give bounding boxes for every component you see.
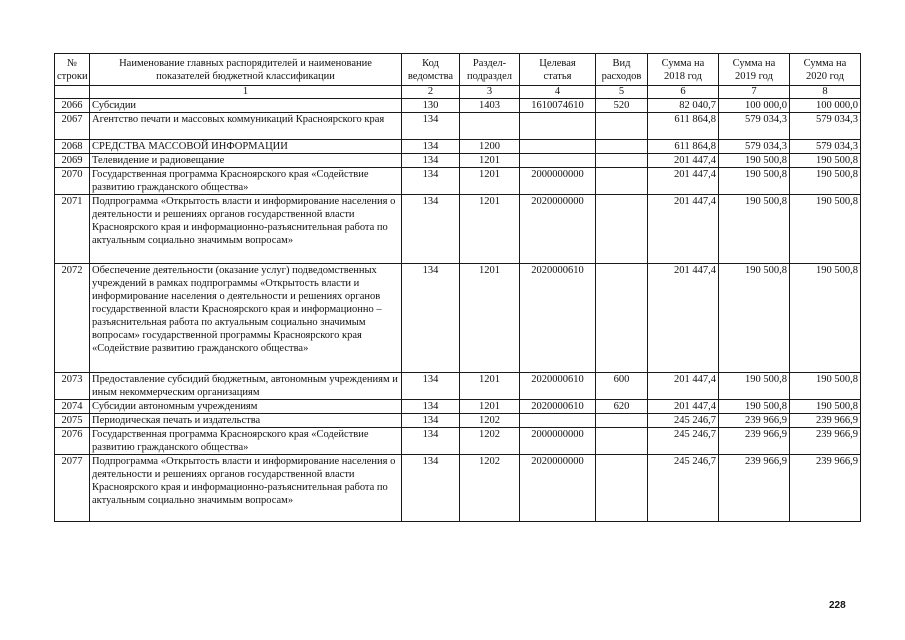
section-code: 1202 bbox=[460, 455, 520, 522]
sum-2019: 100 000,0 bbox=[719, 99, 790, 113]
row-name: Подпрограмма «Открытость власти и информирование населения о деятельности и решениях органов государственной власти Красноярского края и информационно-разъяснительная работа по актуальным социально значимым вопросам» bbox=[90, 455, 402, 522]
table-row bbox=[55, 195, 861, 264]
row-name: Агентство печати и массовых коммуникаций Красноярского края bbox=[90, 113, 402, 140]
section-code: 1201 bbox=[460, 373, 520, 400]
colnum-0 bbox=[55, 86, 90, 99]
row-name: Субсидии bbox=[90, 99, 402, 113]
sum-2019: 239 966,9 bbox=[719, 428, 790, 455]
target-item: 2020000000 bbox=[520, 195, 596, 264]
department-code: 134 bbox=[402, 400, 460, 414]
department-code: 134 bbox=[402, 455, 460, 522]
header-sum-2020: Сумма на 2020 год bbox=[790, 54, 861, 86]
colnum-5: 5 bbox=[596, 86, 648, 99]
row-number: 2074 bbox=[55, 400, 90, 414]
header-row-number: № строки bbox=[55, 54, 90, 86]
row-number: 2077 bbox=[55, 455, 90, 522]
expense-type: 520 bbox=[596, 99, 648, 113]
sum-2018: 611 864,8 bbox=[648, 140, 719, 154]
table-row bbox=[55, 373, 861, 400]
section-code: 1201 bbox=[460, 400, 520, 414]
department-code: 134 bbox=[402, 373, 460, 400]
row-number: 2067 bbox=[55, 113, 90, 140]
colnum-1: 1 bbox=[90, 86, 402, 99]
colnum-2: 2 bbox=[402, 86, 460, 99]
sum-2019: 190 500,8 bbox=[719, 154, 790, 168]
table-row bbox=[55, 154, 861, 168]
expense-type bbox=[596, 113, 648, 140]
header-sum-2019: Сумма на 2019 год bbox=[719, 54, 790, 86]
colnum-7: 7 bbox=[719, 86, 790, 99]
table-body bbox=[55, 99, 861, 522]
row-number: 2076 bbox=[55, 428, 90, 455]
sum-2020: 190 500,8 bbox=[790, 168, 861, 195]
page-number: 228 bbox=[829, 600, 846, 611]
expense-type bbox=[596, 428, 648, 455]
sum-2019: 579 034,3 bbox=[719, 140, 790, 154]
sum-2018: 201 447,4 bbox=[648, 168, 719, 195]
target-item: 1610074610 bbox=[520, 99, 596, 113]
department-code: 134 bbox=[402, 264, 460, 373]
expense-type bbox=[596, 195, 648, 264]
sum-2018: 245 246,7 bbox=[648, 455, 719, 522]
sum-2020: 579 034,3 bbox=[790, 140, 861, 154]
sum-2020: 190 500,8 bbox=[790, 373, 861, 400]
sum-2019: 190 500,8 bbox=[719, 400, 790, 414]
row-name: СРЕДСТВА МАССОВОЙ ИНФОРМАЦИИ bbox=[90, 140, 402, 154]
department-code: 130 bbox=[402, 99, 460, 113]
header-name: Наименование главных распорядителей и наименование показателей бюджетной классификации bbox=[90, 54, 402, 86]
target-item bbox=[520, 140, 596, 154]
table-row bbox=[55, 113, 861, 140]
sum-2019: 190 500,8 bbox=[719, 373, 790, 400]
department-code: 134 bbox=[402, 154, 460, 168]
sum-2020: 190 500,8 bbox=[790, 400, 861, 414]
table-row bbox=[55, 455, 861, 522]
row-name: Субсидии автономным учреждениям bbox=[90, 400, 402, 414]
target-item bbox=[520, 414, 596, 428]
department-code: 134 bbox=[402, 140, 460, 154]
table-header-row bbox=[55, 54, 861, 86]
header-expense-type: Вид расходов bbox=[596, 54, 648, 86]
table-row bbox=[55, 99, 861, 113]
row-name: Подпрограмма «Открытость власти и информирование населения о деятельности и решениях органов государственной власти Красноярского края и информационно-разъяснительная работа по актуальным социально значимым вопросам» bbox=[90, 195, 402, 264]
sum-2019: 190 500,8 bbox=[719, 264, 790, 373]
target-item: 2000000000 bbox=[520, 428, 596, 455]
expense-type bbox=[596, 414, 648, 428]
row-name: Государственная программа Красноярского края «Содействие развитию гражданского общества» bbox=[90, 168, 402, 195]
table-row bbox=[55, 414, 861, 428]
table-row bbox=[55, 264, 861, 373]
row-number: 2073 bbox=[55, 373, 90, 400]
section-code: 1201 bbox=[460, 154, 520, 168]
sum-2019: 190 500,8 bbox=[719, 168, 790, 195]
department-code: 134 bbox=[402, 113, 460, 140]
expense-type bbox=[596, 140, 648, 154]
sum-2018: 245 246,7 bbox=[648, 428, 719, 455]
row-number: 2075 bbox=[55, 414, 90, 428]
section-code: 1202 bbox=[460, 428, 520, 455]
sum-2018: 201 447,4 bbox=[648, 195, 719, 264]
row-number: 2071 bbox=[55, 195, 90, 264]
expense-type bbox=[596, 455, 648, 522]
header-sum-2018: Сумма на 2018 год bbox=[648, 54, 719, 86]
section-code: 1403 bbox=[460, 99, 520, 113]
sum-2018: 201 447,4 bbox=[648, 373, 719, 400]
expense-type: 620 bbox=[596, 400, 648, 414]
sum-2019: 190 500,8 bbox=[719, 195, 790, 264]
row-name: Телевидение и радиовещание bbox=[90, 154, 402, 168]
sum-2020: 239 966,9 bbox=[790, 414, 861, 428]
sum-2020: 190 500,8 bbox=[790, 195, 861, 264]
expense-type bbox=[596, 264, 648, 373]
sum-2019: 579 034,3 bbox=[719, 113, 790, 140]
department-code: 134 bbox=[402, 195, 460, 264]
sum-2020: 239 966,9 bbox=[790, 428, 861, 455]
row-number: 2068 bbox=[55, 140, 90, 154]
row-name: Государственная программа Красноярского края «Содействие развитию гражданского общества» bbox=[90, 428, 402, 455]
row-number: 2070 bbox=[55, 168, 90, 195]
sum-2020: 239 966,9 bbox=[790, 455, 861, 522]
column-number-row bbox=[55, 86, 861, 99]
row-name: Предоставление субсидий бюджетным, автономным учреждениям и иным некоммерческим организациям bbox=[90, 373, 402, 400]
budget-table bbox=[54, 53, 861, 522]
row-name: Обеспечение деятельности (оказание услуг) подведомственных учреждений в рамках подпрограммы «Открытость власти и информирование населения о деятельности и решениях органов государственной власти Красноярского края и информационно – разъяснительная работа по актуальным социально значимым вопросам» государственной программы Красноярского края «Содействие развитию гражданского общества» bbox=[90, 264, 402, 373]
expense-type bbox=[596, 154, 648, 168]
sum-2019: 239 966,9 bbox=[719, 414, 790, 428]
section-code: 1201 bbox=[460, 168, 520, 195]
target-item: 2020000000 bbox=[520, 455, 596, 522]
table-row bbox=[55, 428, 861, 455]
sum-2018: 245 246,7 bbox=[648, 414, 719, 428]
table-row bbox=[55, 168, 861, 195]
header-target-item: Целевая статья bbox=[520, 54, 596, 86]
sum-2018: 82 040,7 bbox=[648, 99, 719, 113]
target-item bbox=[520, 154, 596, 168]
row-number: 2066 bbox=[55, 99, 90, 113]
target-item: 2020000610 bbox=[520, 400, 596, 414]
sum-2018: 201 447,4 bbox=[648, 400, 719, 414]
sum-2018: 611 864,8 bbox=[648, 113, 719, 140]
section-code: 1201 bbox=[460, 195, 520, 264]
sum-2018: 201 447,4 bbox=[648, 264, 719, 373]
table-row bbox=[55, 400, 861, 414]
section-code bbox=[460, 113, 520, 140]
sum-2020: 190 500,8 bbox=[790, 154, 861, 168]
department-code: 134 bbox=[402, 428, 460, 455]
sum-2020: 579 034,3 bbox=[790, 113, 861, 140]
row-number: 2072 bbox=[55, 264, 90, 373]
section-code: 1200 bbox=[460, 140, 520, 154]
colnum-8: 8 bbox=[790, 86, 861, 99]
target-item: 2000000000 bbox=[520, 168, 596, 195]
expense-type: 600 bbox=[596, 373, 648, 400]
target-item: 2020000610 bbox=[520, 373, 596, 400]
section-code: 1202 bbox=[460, 414, 520, 428]
colnum-6: 6 bbox=[648, 86, 719, 99]
section-code: 1201 bbox=[460, 264, 520, 373]
colnum-3: 3 bbox=[460, 86, 520, 99]
sum-2018: 201 447,4 bbox=[648, 154, 719, 168]
sum-2019: 239 966,9 bbox=[719, 455, 790, 522]
target-item bbox=[520, 113, 596, 140]
expense-type bbox=[596, 168, 648, 195]
table-row bbox=[55, 140, 861, 154]
sum-2020: 100 000,0 bbox=[790, 99, 861, 113]
header-department-code: Код ведомства bbox=[402, 54, 460, 86]
header-section: Раздел- подраздел bbox=[460, 54, 520, 86]
department-code: 134 bbox=[402, 414, 460, 428]
department-code: 134 bbox=[402, 168, 460, 195]
colnum-4: 4 bbox=[520, 86, 596, 99]
row-number: 2069 bbox=[55, 154, 90, 168]
target-item: 2020000610 bbox=[520, 264, 596, 373]
row-name: Периодическая печать и издательства bbox=[90, 414, 402, 428]
sum-2020: 190 500,8 bbox=[790, 264, 861, 373]
